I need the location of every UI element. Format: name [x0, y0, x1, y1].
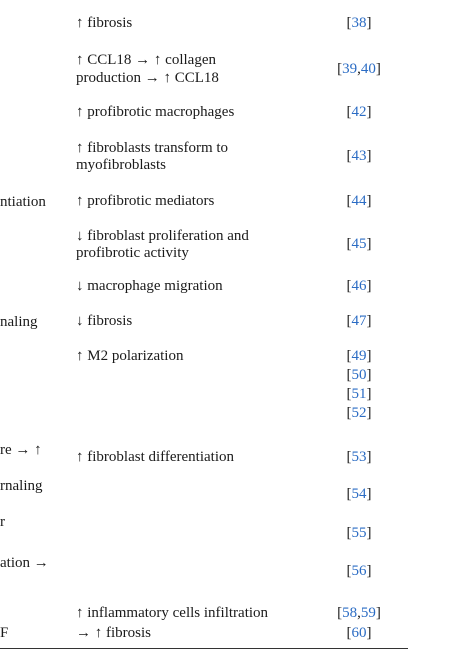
reference-cell: [55] — [346, 525, 372, 541]
reference-cell: [58,59] — [337, 605, 381, 621]
effect-text: ↑ fibrosis — [76, 15, 133, 31]
citation-link[interactable]: 38 — [351, 15, 367, 31]
effect-text: ↓ fibrosis — [76, 313, 133, 329]
citation-link[interactable]: 47 — [351, 313, 367, 329]
citation-link[interactable]: 45 — [351, 236, 367, 252]
condition-fragment: ntiation — [0, 194, 46, 210]
reference-cell: [42] — [346, 104, 372, 120]
citation-link[interactable]: 43 — [351, 148, 367, 164]
citation-link[interactable]: 59 — [360, 605, 376, 621]
citation-link[interactable]: 50 — [351, 367, 367, 383]
reference-cell: [44] — [346, 193, 372, 209]
citation-link[interactable]: 53 — [351, 449, 367, 465]
reference-cell: [50] — [346, 367, 372, 383]
reference-cell: [52] — [346, 405, 372, 421]
reference-cell: [46] — [346, 278, 372, 294]
citation-link[interactable]: 51 — [351, 386, 367, 402]
effect-text: production → ↑ CCL18 — [76, 70, 219, 86]
condition-fragment: naling — [0, 314, 38, 330]
citation-link[interactable]: 58 — [342, 605, 358, 621]
effect-text: myofibroblasts — [76, 157, 166, 173]
effect-text: ↓ macrophage migration — [76, 278, 223, 294]
effect-text: ↓ fibroblast proliferation and — [76, 228, 249, 244]
reference-cell: [38] — [346, 15, 372, 31]
reference-cell: [39,40] — [337, 61, 381, 77]
condition-fragment: rnaling — [0, 478, 43, 494]
citation-link[interactable]: 39 — [342, 61, 358, 77]
citation-link[interactable]: 46 — [351, 278, 367, 294]
citation-link[interactable]: 60 — [351, 625, 367, 641]
citation-link[interactable]: 44 — [351, 193, 367, 209]
reference-cell: [51] — [346, 386, 372, 402]
condition-fragment: ation → — [0, 555, 49, 571]
reference-cell: [43] — [346, 148, 372, 164]
effect-text: ↑ fibroblasts transform to — [76, 140, 229, 156]
effect-text: ↑ profibrotic mediators — [76, 193, 215, 209]
effect-text: ↑ inflammatory cells infiltration — [76, 605, 269, 621]
table-bottom-rule — [0, 648, 408, 649]
citation-link[interactable]: 56 — [351, 563, 367, 579]
reference-cell: [49] — [346, 348, 372, 364]
reference-cell: [45] — [346, 236, 372, 252]
citation-link[interactable]: 42 — [351, 104, 367, 120]
condition-fragment: r — [0, 514, 5, 530]
condition-fragment: re → ↑ — [0, 442, 42, 458]
effect-text: profibrotic activity — [76, 245, 189, 261]
citation-link[interactable]: 54 — [351, 486, 367, 502]
condition-fragment: F — [0, 625, 9, 641]
effect-text: → ↑ fibrosis — [76, 625, 151, 641]
citation-link[interactable]: 49 — [351, 348, 367, 364]
citation-link[interactable]: 40 — [360, 61, 376, 77]
reference-cell: [47] — [346, 313, 372, 329]
reference-cell: [53] — [346, 449, 372, 465]
citation-link[interactable]: 55 — [351, 525, 367, 541]
effect-text: ↑ M2 polarization — [76, 348, 184, 364]
reference-cell: [54] — [346, 486, 372, 502]
effect-text: ↑ CCL18 → ↑ collagen — [76, 52, 216, 68]
effect-text: ↑ profibrotic macrophages — [76, 104, 235, 120]
reference-cell: [56] — [346, 563, 372, 579]
citation-link[interactable]: 52 — [351, 405, 367, 421]
effect-text: ↑ fibroblast differentiation — [76, 449, 235, 465]
reference-cell: [60] — [346, 625, 372, 641]
